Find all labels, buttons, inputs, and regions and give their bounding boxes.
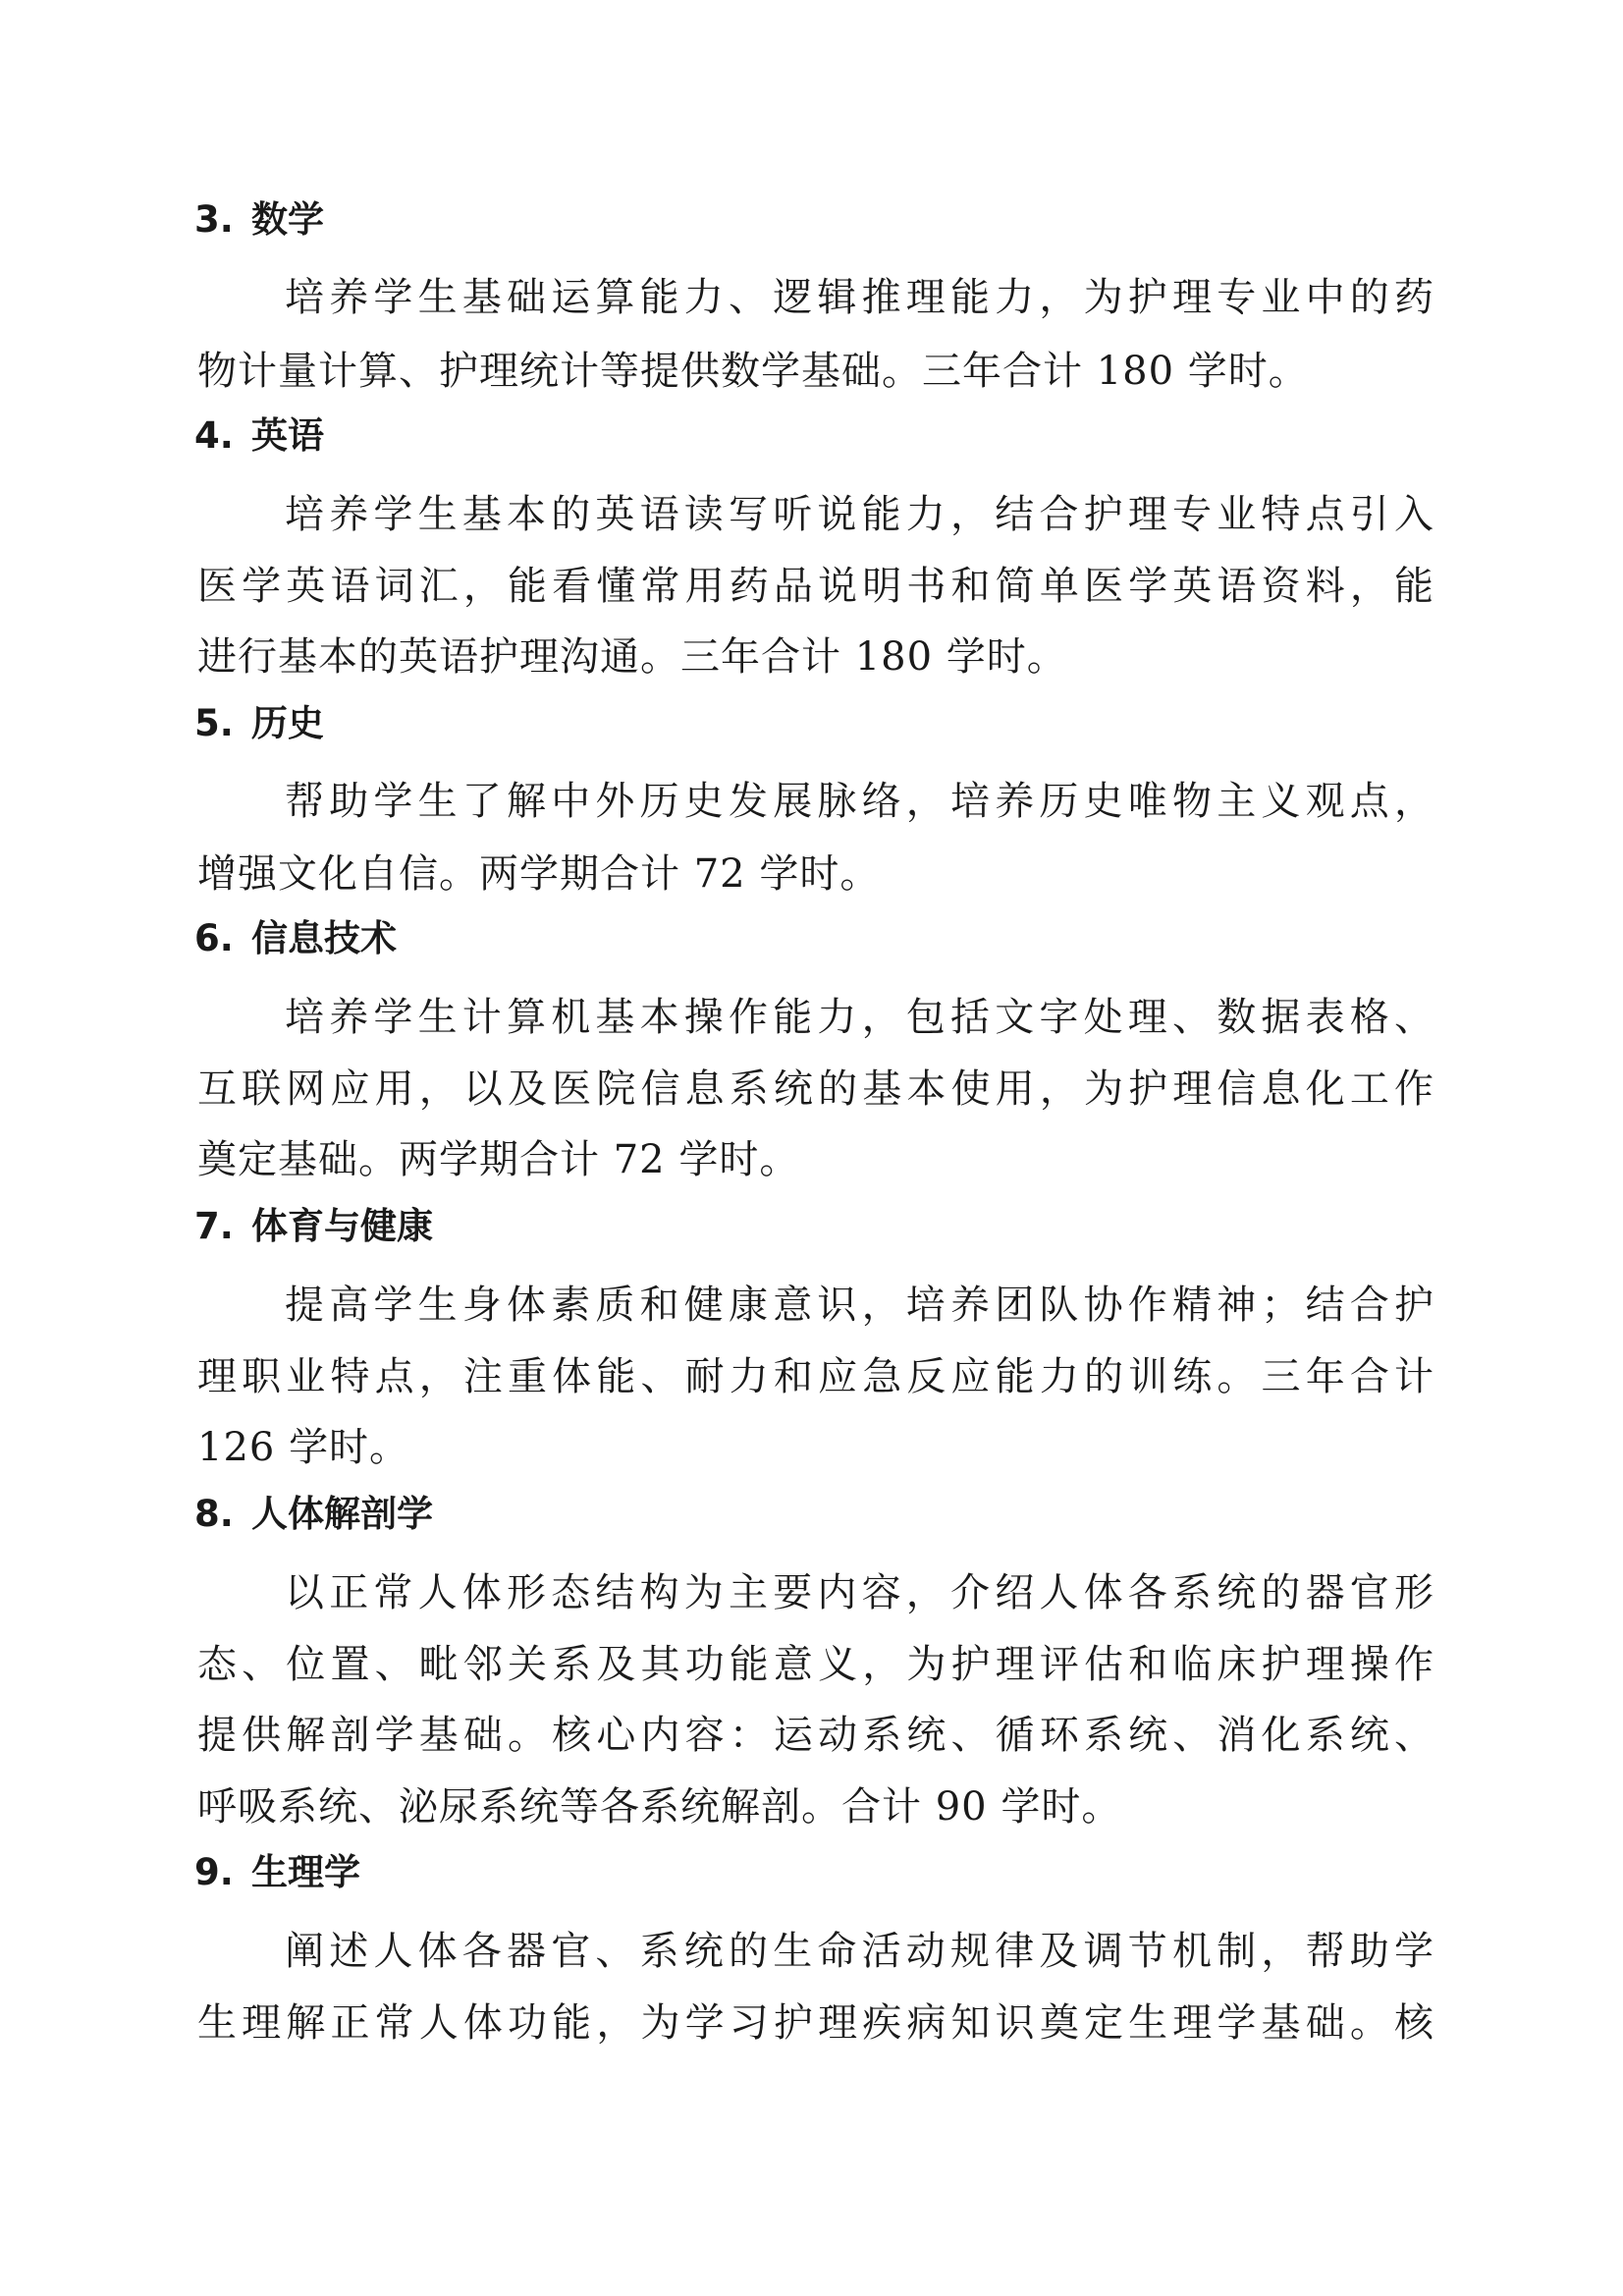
- paragraph-line: 以正常人体形态结构为主要内容，介绍人体各系统的器官形: [285, 1570, 1434, 1615]
- section-title: 人体解剖学: [251, 1493, 433, 1535]
- paragraph-line: 培养学生基本的英语读写听说能力，结合护理专业特点引入: [285, 492, 1434, 537]
- section-title: 信息技术: [251, 917, 397, 959]
- paragraph-line: 奠定基础。两学期合计 72 学时。: [197, 1137, 800, 1182]
- paragraph-line: 呼吸系统、泌尿系统等各系统解剖。合计 90 学时。: [197, 1784, 1122, 1830]
- paragraph-line: 增强文化自信。两学期合计 72 学时。: [197, 851, 881, 897]
- paragraph-line: 进行基本的英语护理沟通。三年合计 180 学时。: [197, 634, 1067, 680]
- paragraph-line: 培养学生计算机基本操作能力，包括文字处理、数据表格、: [285, 995, 1434, 1040]
- section-number: 8.: [194, 1493, 234, 1535]
- section-heading-5: [194, 700, 324, 747]
- section-title: 历史: [251, 702, 324, 744]
- paragraph-line: 培养学生基础运算能力、逻辑推理能力，为护理专业中的药: [285, 275, 1434, 320]
- section-heading-3: [194, 196, 324, 244]
- section-number: 5.: [194, 702, 234, 744]
- section-heading-6: [194, 915, 397, 962]
- paragraph-line: 生理解正常人体功能，为学习护理疾病知识奠定生理学基础。核: [197, 2000, 1434, 2046]
- paragraph-line: 物计量计算、护理统计等提供数学基础。三年合计 180 学时。: [197, 349, 1309, 394]
- paragraph-line: 理职业特点，注重体能、耐力和应急反应能力的训练。三年合计: [197, 1354, 1434, 1399]
- section-title: 英语: [251, 414, 324, 457]
- paragraph-line: 阐述人体各器官、系统的生命活动规律及调节机制，帮助学: [285, 1929, 1434, 1974]
- section-heading-9: [194, 1849, 360, 1896]
- section-heading-4: [194, 412, 324, 460]
- paragraph-line: 态、位置、毗邻关系及其功能意义，为护理评估和临床护理操作: [197, 1642, 1434, 1687]
- section-title: 生理学: [251, 1851, 360, 1893]
- section-title: 数学: [251, 198, 324, 241]
- paragraph-line: 互联网应用，以及医院信息系统的基本使用，为护理信息化工作: [197, 1066, 1434, 1112]
- section-number: 9.: [194, 1851, 234, 1893]
- paragraph-line: 提供解剖学基础。核心内容：运动系统、循环系统、消化系统、: [197, 1713, 1434, 1758]
- paragraph-line: 医学英语词汇，能看懂常用药品说明书和简单医学英语资料，能: [197, 564, 1434, 609]
- paragraph-line: 126 学时。: [197, 1425, 410, 1470]
- section-number: 3.: [194, 198, 234, 241]
- section-number: 7.: [194, 1205, 234, 1247]
- section-number: 6.: [194, 917, 234, 959]
- paragraph-line: 帮助学生了解中外历史发展脉络，培养历史唯物主义观点，: [285, 779, 1434, 824]
- section-title: 体育与健康: [251, 1205, 433, 1247]
- section-number: 4.: [194, 414, 234, 457]
- paragraph-line: 提高学生身体素质和健康意识，培养团队协作精神；结合护: [285, 1283, 1434, 1328]
- section-heading-8: [194, 1491, 433, 1538]
- section-heading-7: [194, 1203, 433, 1250]
